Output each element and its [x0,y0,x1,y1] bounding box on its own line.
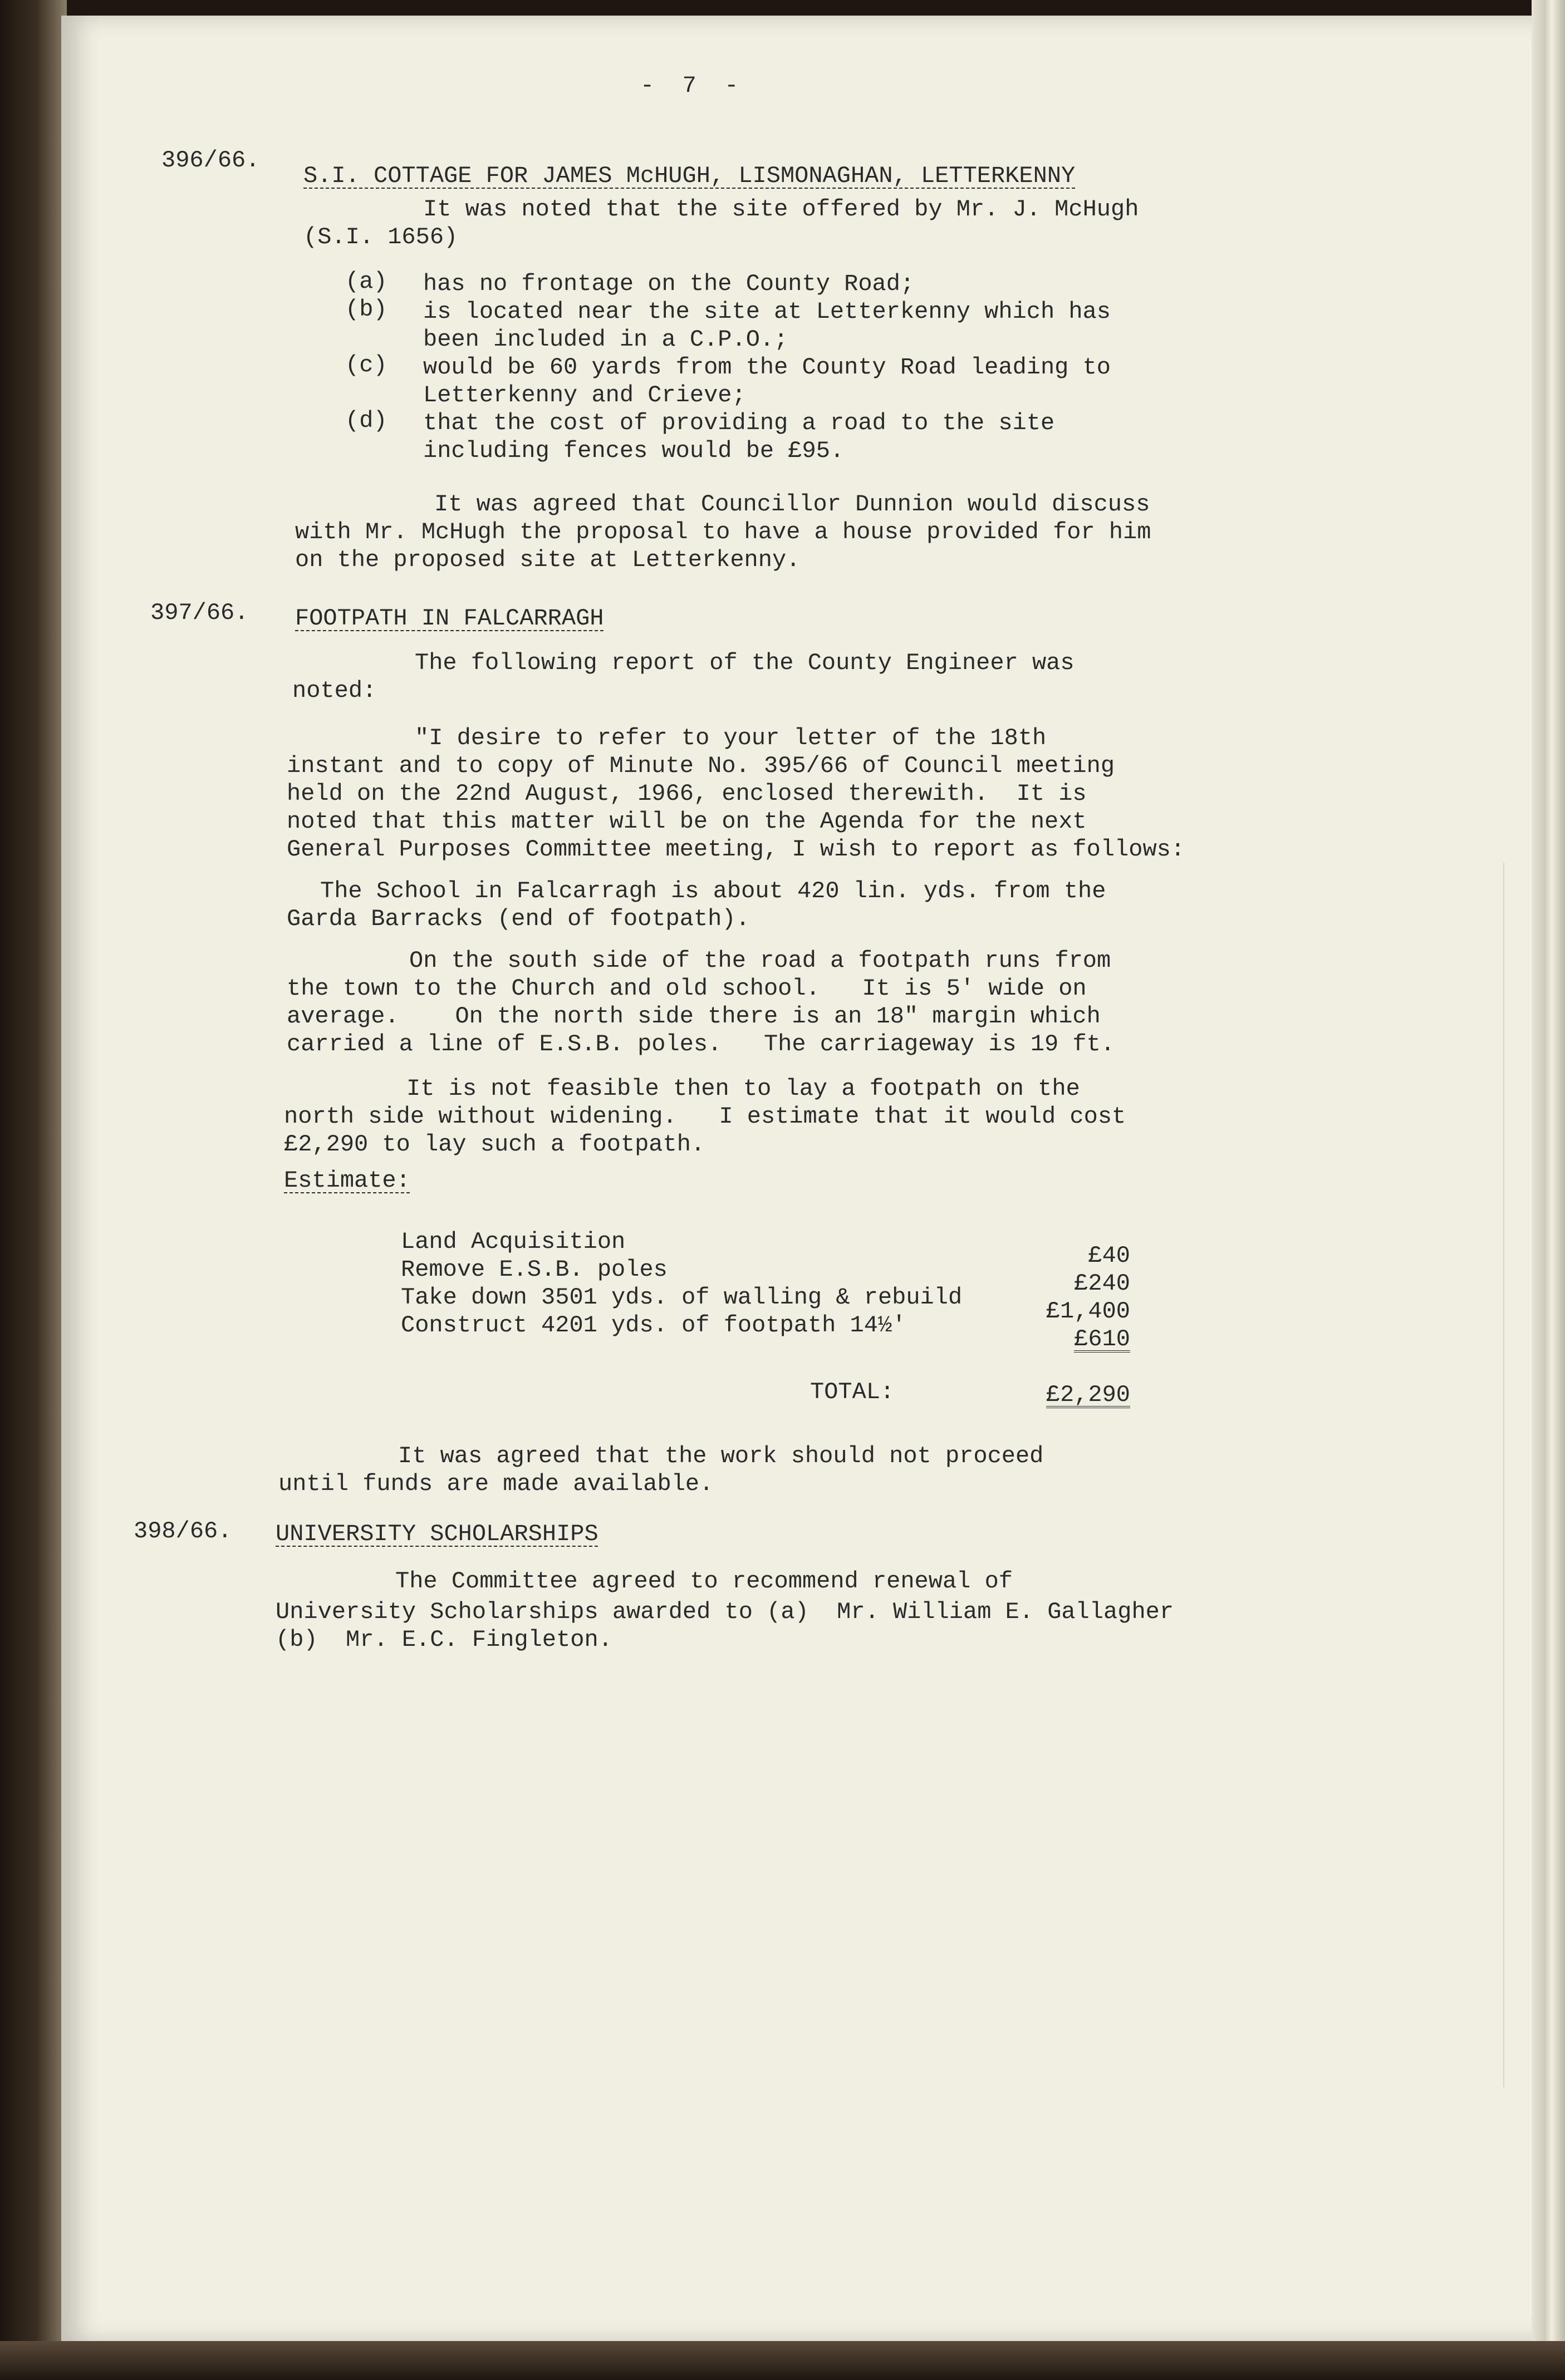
total-amount [997,1380,1130,1409]
report-para2-line1: The School in Falcarragh is about 420 lin. yds. from the [320,878,1106,904]
report-para3-line3: average. On the north side there is an 18" margin which [287,1003,1101,1030]
point-label-b: (b) [345,296,387,323]
total-label: TOTAL: [810,1379,895,1405]
book-spine [0,0,67,2380]
resolution-398-line3: (b) Mr. E.C. Fingleton. [276,1626,612,1653]
point-text-b-2: been included in a C.P.O.; [423,326,788,353]
resolution-396-line2: with Mr. McHugh the proposal to have a house provided for him [295,519,1151,545]
resolution-396-line3: on the proposed site at Letterkenny. [295,547,801,573]
book-page-edges [1532,0,1565,2380]
estimate-amount-4-value: £610 [1074,1326,1130,1353]
point-text-c-2: Letterkenny and Crieve; [423,382,746,409]
point-text-a: has no frontage on the County Road; [423,271,915,297]
book-bottom-edge [0,2341,1565,2380]
heading-footpath-falcarragh: FOOTPATH IN FALCARRAGH [295,605,604,632]
report-para3-line2: the town to the Church and old school. It is 5' wide on [287,975,1087,1002]
report-para3-line4: carried a line of E.S.B. poles. The carriageway is 19 ft. [287,1031,1115,1058]
report-para1-line1: "I desire to refer to your letter of the 18th [415,725,1047,751]
heading-university-scholarships: UNIVERSITY SCHOLARSHIPS [276,1521,598,1547]
report-para4-line2: north side without widening. I estimate that it would cost [284,1103,1126,1130]
point-text-d-1: that the cost of providing a road to the site [423,410,1055,436]
report-para2-line2: Garda Barracks (end of footpath). [287,906,750,932]
ruled-margin-line [1503,863,1504,2087]
intro-line-396-b: (S.I. 1656) [303,224,458,250]
point-text-d-2: including fences would be £95. [423,437,845,464]
point-label-d: (d) [345,407,387,434]
estimate-amount-1: £40 [1088,1242,1130,1269]
report-para1-line4: noted that this matter will be on the Agenda for the next [287,808,1087,835]
report-para1-line2: instant and to copy of Minute No. 395/66 of Council meeting [287,753,1115,779]
intro-line-397: The following report of the County Engineer was [415,650,1075,676]
point-label-c: (c) [345,352,387,378]
resolution-398-line1: The Committee agreed to recommend renewal of [395,1568,1013,1595]
estimate-amount-3: £1,400 [1046,1298,1130,1325]
total-amount-value: £2,290 [1046,1381,1130,1408]
report-para1-line3: held on the 22nd August, 1966, enclosed therewith. It is [287,780,1087,807]
report-para4-line3: £2,290 to lay such a footpath. [284,1131,705,1158]
estimate-amount-2: £240 [1074,1270,1130,1297]
estimate-item-2: Remove E.S.B. poles [401,1256,668,1283]
estimate-item-3: Take down 3501 yds. of walling & rebuild [401,1284,963,1311]
intro-line-397-b: noted: [292,677,377,704]
resolution-398-line2: University Scholarships awarded to (a) Mr. William E. Gallagher [276,1599,1174,1625]
minute-number-396: 396/66. [161,147,260,174]
book-top-edge [0,0,1565,17]
minute-number-398: 398/66. [134,1518,232,1545]
intro-line-396: It was noted that the site offered by Mr. J. McHugh [423,196,1139,223]
point-label-a: (a) [345,268,387,295]
resolution-397-line1: It was agreed that the work should not proceed [398,1443,1044,1469]
estimate-item-1: Land Acquisition [401,1228,626,1255]
estimate-item-4: Construct 4201 yds. of footpath 14½' [401,1312,906,1339]
heading-si-cottage: S.I. COTTAGE FOR JAMES McHUGH, LISMONAGHAN, LETTERKENNY [303,163,1076,189]
report-para3-line1: On the south side of the road a footpath runs from [409,947,1111,974]
report-para4-line1: It is not feasible then to lay a footpath on the [406,1075,1080,1102]
page-number: - 7 - [640,72,739,99]
point-text-b-1: is located near the site at Letterkenny which has [423,298,1111,325]
resolution-396-line1: It was agreed that Councillor Dunnion would discuss [434,491,1150,518]
report-para1-line5: General Purposes Committee meeting, I wish to report as follows: [287,836,1185,863]
estimate-amount-4 [997,1325,1130,1354]
estimate-heading: Estimate: [284,1167,410,1194]
minute-number-397: 397/66. [150,599,249,626]
point-text-c-1: would be 60 yards from the County Road leading to [423,354,1111,381]
resolution-397-line2: until funds are made available. [278,1471,714,1497]
